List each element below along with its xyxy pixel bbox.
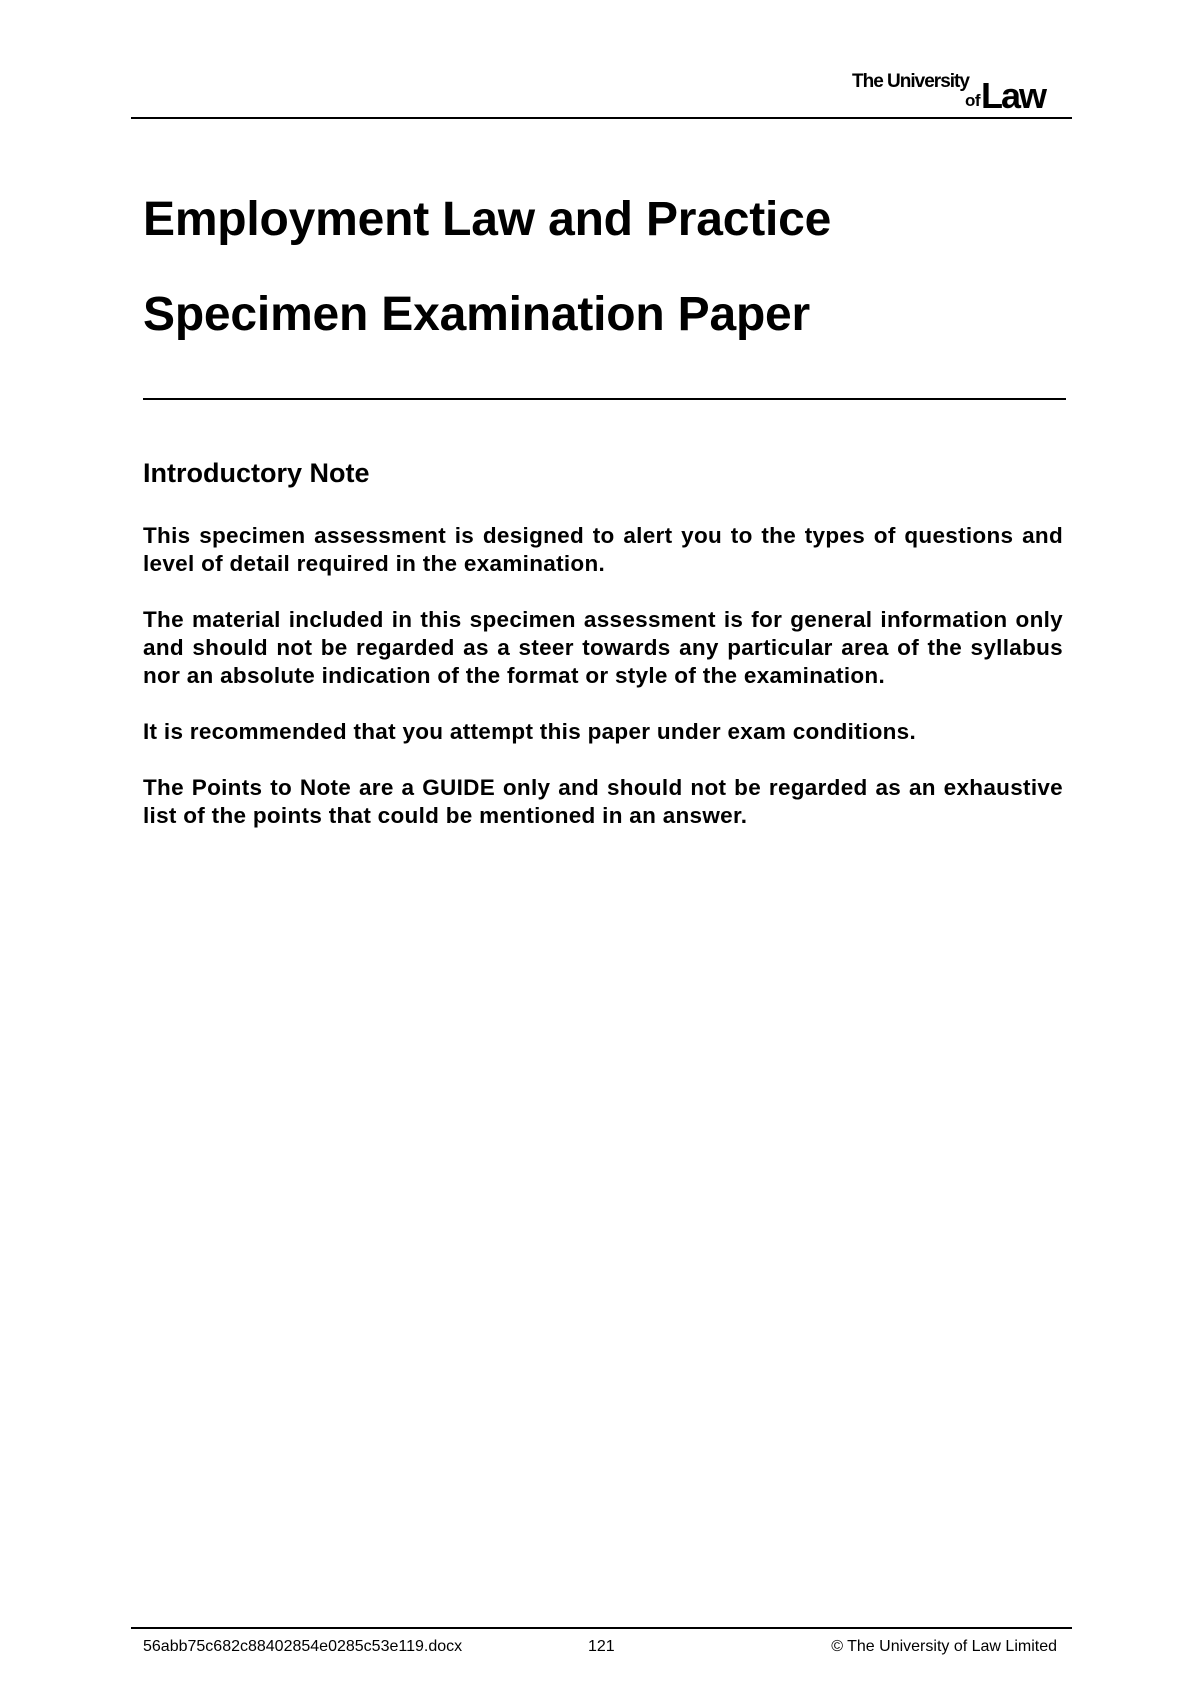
logo-text-law: Law [981, 75, 1046, 110]
logo-text-of: of [965, 91, 981, 110]
document-title: Employment Law and Practice [143, 193, 832, 246]
university-of-law-logo [852, 70, 1062, 110]
title-divider [143, 398, 1066, 400]
intro-paragraph-1: This specimen assessment is designed to alert you to the types of questions and level of detail required in the examination. [143, 523, 1063, 576]
document-subtitle: Specimen Examination Paper [143, 288, 811, 341]
intro-paragraph-4: The Points to Note are a GUIDE only and should not be regarded as an exhaustive list of the points that could be mentioned in an answer. [143, 775, 1063, 828]
footer-copyright: © The University of Law Limited [831, 1638, 1057, 1655]
footer-filename: 56abb75c682c88402854e0285c53e119.docx [143, 1638, 463, 1655]
intro-paragraph-2: The material included in this specimen assessment is for general information only and should not be regarded as a steer towards any particular area of the syllabus nor an absolute indication of the format or style of the examination. [143, 607, 1063, 688]
logo-text-university: The University [852, 71, 969, 92]
introductory-note-heading: Introductory Note [143, 458, 370, 488]
intro-paragraph-3: It is recommended that you attempt this paper under exam conditions. [143, 719, 917, 744]
footer-page-number: 121 [588, 1638, 615, 1655]
footer-divider [131, 1627, 1072, 1629]
header-divider [131, 117, 1072, 119]
